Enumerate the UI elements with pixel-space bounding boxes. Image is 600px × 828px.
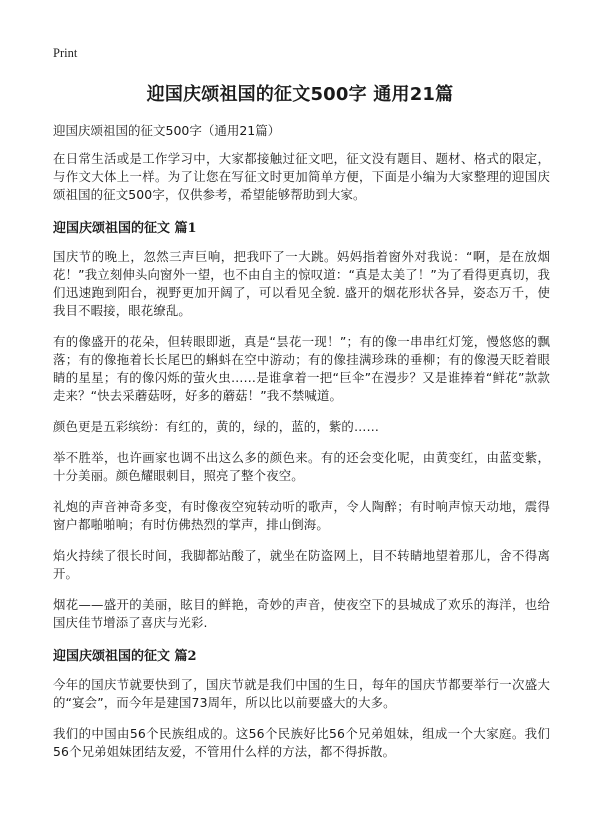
- paragraph: 焰火持续了很长时间，我脚都站酸了，就坐在防盗网上，目不转睛地望着那儿，舍不得离开。: [53, 548, 550, 581]
- paragraph: 礼炮的声音神奇多变，有时像夜空宛转动听的歌声，令人陶醉；有时响声惊天动地，震得窗户都啪啪响；有时仿佛热烈的掌声，排山倒海。: [53, 499, 550, 532]
- paragraph: 颜色更是五彩缤纷：有红的，黄的，绿的，蓝的，紫的……: [53, 419, 380, 434]
- document-body: [53, 150, 550, 774]
- paragraph: 烟花——盛开的美丽，眩目的鲜艳，奇妙的声音，使夜空下的县城成了欢乐的海洋，也给国庆佳节增添了喜庆与光彩.: [53, 597, 550, 630]
- document-subtitle: 迎国庆颂祖国的征文500字（通用21篇）: [53, 123, 281, 138]
- intro-paragraph: 在日常生活或是工作学习中，大家都接触过征文吧，征文没有题目、题材、格式的限定，与作文大体上一样。为了让您在写征文时更加简单方便，下面是小编为大家整理的迎国庆颂祖国的征文500字，仅供参考，希望能够帮助到大家。: [53, 151, 550, 202]
- paragraph: 今年的国庆节就要快到了，国庆节就是我们中国的生日，每年的国庆节都要举行一次盛大的“宴会”，而今年是建国73周年，所以比以前要盛大的大多。: [53, 677, 550, 710]
- paragraph: 我们的中国由56个民族组成的。这56个民族好比56个兄弟姐妹，组成一个大家庭。我们56个兄弟姐妹团结友爱，不管用什么样的方法，都不得拆散。: [53, 726, 550, 759]
- paragraph: 举不胜举，也许画家也调不出这么多的颜色来。有的还会变化呢，由黄变红，由蓝变紫，十分美丽。颜色耀眼刺目，照亮了整个夜空。: [53, 450, 550, 483]
- print-link[interactable]: Print: [53, 46, 78, 60]
- paragraph: 国庆节的晚上，忽然三声巨响，把我吓了一大跳。妈妈指着窗外对我说：“啊，是在放烟花！”我立刻伸头向窗外一望，也不由自主的惊叹道：“真是太美了！”为了看得更真切，我们迅速跑到阳台，视野更加开阔了，可以看见全貌. 盛开的烟花形状各异，姿态万千，使我目不暇接，眼花缭乱。: [53, 249, 550, 318]
- section-heading-2: 迎国庆颂祖国的征文 篇2: [53, 649, 197, 664]
- page-title: 迎国庆颂祖国的征文500字 通用21篇: [146, 84, 454, 105]
- paragraph: 有的像盛开的花朵，但转眼即逝，真是“昙花一现！”；有的像一串串红灯笼，慢悠悠的飘落；有的像拖着长长尾巴的蝌蚪在空中游动；有的像挂满珍珠的垂柳；有的像漫天眨着眼睛的星星；有的像闪烁的萤火虫……是谁拿着一把“巨伞”在漫步？又是谁捧着“鲜花”款款走来？“快去采蘑菇呀，好多的蘑菇！”我不禁喊道。: [53, 334, 550, 403]
- section-heading-1: 迎国庆颂祖国的征文 篇1: [53, 221, 197, 236]
